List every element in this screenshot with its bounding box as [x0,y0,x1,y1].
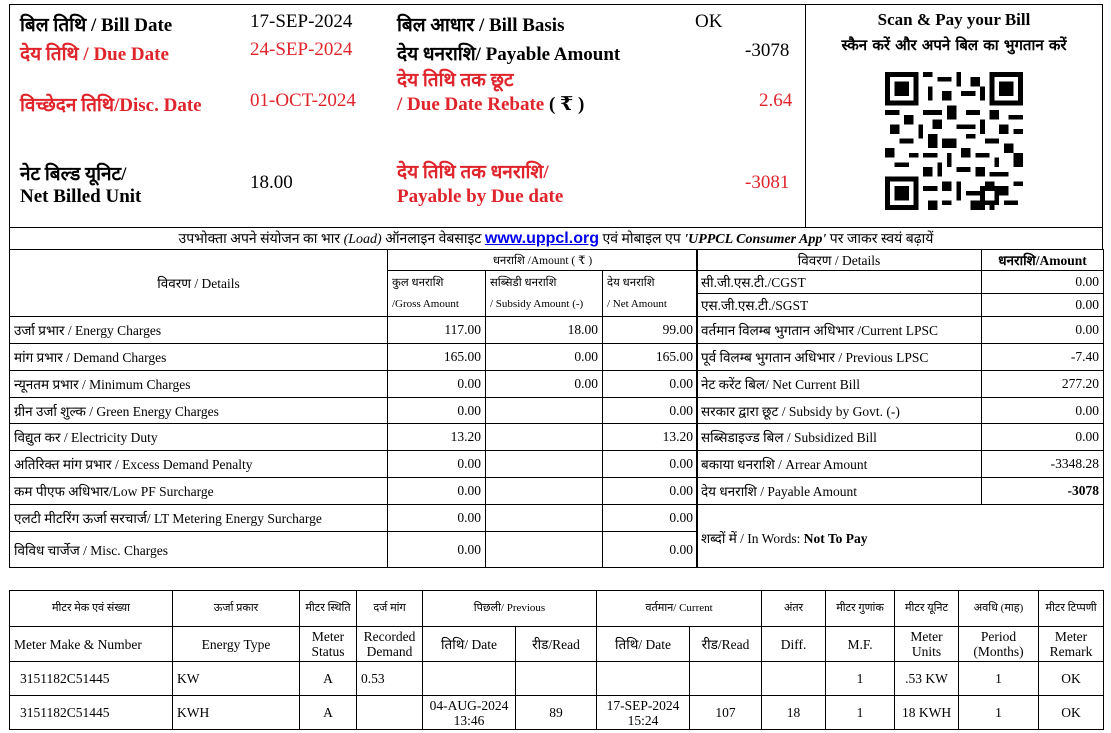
table-row [697,451,1104,478]
bill-date-value: 17-SEP-2024 [250,11,353,32]
payable-due-value: -3081 [745,172,790,193]
recorded-demand-header-hi: दर्ज मांग [357,591,423,627]
charge-subsidy: 18.00 [486,317,603,344]
summary-label: वर्तमान विलम्ब भुगतान अधिभार /Current LPSC [697,317,982,344]
charge-net: 13.20 [603,424,698,451]
prev-read [516,662,597,696]
meter-units-header-hi: मीटर यूनिट [895,591,959,627]
summary-details-header: विवरण / Details [697,250,982,271]
notice-part4: पर जाकर स्वयं बढ़ायें [829,232,934,247]
table-row [697,398,1104,424]
rebate-symbol: ( ₹ ) [548,94,585,115]
payable-due-label-hi: देय तिथि तक धनराशि/ [397,162,549,183]
meter-make-header: Meter Make & Number [10,627,173,662]
meter-status-header: Meter Status [300,627,357,662]
prev-read-header: रीड/Read [516,627,597,662]
charge-gross: 13.20 [388,424,486,451]
summary-value: -3078 [982,478,1104,505]
table-row [10,451,698,478]
summary-table [696,249,1104,568]
charge-gross: 165.00 [388,344,486,371]
charge-net: 0.00 [603,478,698,505]
meter-units-value: 18 KWH [895,696,959,730]
summary-amount-header: धनराशि/Amount [982,250,1104,271]
charge-gross: 0.00 [388,505,486,532]
charge-label: ग्रीन उर्जा शुल्क / Green Energy Charges [10,398,388,424]
payable-amount-label: देय धनराशि/ Payable Amount [397,44,621,65]
table-row [10,532,698,568]
disc-date-value: 01-OCT-2024 [250,90,356,111]
period-value: 1 [959,696,1039,730]
previous-header: पिछली/ Previous [423,591,597,627]
diff-value [762,662,826,696]
charges-amount-header: धनराशि /Amount ( ₹ ) [388,250,698,271]
subsidy-header-hi: सब्सिडी धनराशि [486,271,603,294]
notice-load: (Load) [343,232,382,247]
payment-qr-code[interactable] [885,72,1023,210]
charge-gross: 0.00 [388,371,486,398]
notice-part3: एवं मोबाइल एप [602,232,681,247]
energy-type-header-hi: ऊर्जा प्रकार [173,591,300,627]
meter-status-header-hi: मीटर स्थिति [300,591,357,627]
charge-gross: 0.00 [388,398,486,424]
meter-remark-value: OK [1039,662,1104,696]
energy-type: KW [173,662,300,696]
table-row [10,696,1104,730]
meter-number: 3151182C51445 [10,662,173,696]
charge-gross: 117.00 [388,317,486,344]
table-row [10,371,698,398]
charge-subsidy [486,478,603,505]
subsidy-header-en: / Subsidy Amount (-) [486,294,603,317]
diff-value: 18 [762,696,826,730]
mf-value: 1 [826,662,895,696]
charge-gross: 0.00 [388,451,486,478]
charge-subsidy: 0.00 [486,371,603,398]
mf-header-hi: मीटर गुणांक [826,591,895,627]
cur-date: 17-SEP-2024 15:24 [597,696,690,730]
charge-net: 0.00 [603,505,698,532]
cur-read [690,662,762,696]
prev-date: 04-AUG-2024 13:46 [423,696,516,730]
rebate-label-en: / Due Date Rebate [397,94,545,115]
summary-value: 0.00 [982,398,1104,424]
mf-value: 1 [826,696,895,730]
table-row [10,505,698,532]
net-header-en: / Net Amount [603,294,698,317]
recorded-demand: 0.53 [357,662,423,696]
charge-label: अतिरिक्त मांग प्रभार / Excess Demand Penalty [10,451,388,478]
meter-units-header: Meter Units [895,627,959,662]
meter-table [9,590,1104,730]
payable-amount-value: -3078 [745,40,790,61]
summary-label: सब्सिडाइज्ड बिल / Subsidized Bill [697,424,982,451]
charge-gross: 0.00 [388,532,486,568]
net-billed-unit-label-hi: नेट बिल्ड यूनिट/ [20,164,127,185]
meter-number: 3151182C51445 [10,696,173,730]
charge-net: 0.00 [603,451,698,478]
charges-table [9,249,698,568]
energy-type: KWH [173,696,300,730]
meter-make-header-hi: मीटर मेक एवं संख्या [10,591,173,627]
in-words-label: शब्दों में / In Words: [701,531,801,546]
summary-value: 0.00 [982,424,1104,451]
summary-label: बकाया धनराशि / Arrear Amount [697,451,982,478]
cur-read: 107 [690,696,762,730]
energy-type-header: Energy Type [173,627,300,662]
charge-net: 0.00 [603,371,698,398]
meter-units-value: .53 KW [895,662,959,696]
table-row [697,317,1104,344]
in-words-value: Not To Pay [803,531,868,546]
table-row [697,424,1104,451]
charge-net: 165.00 [603,344,698,371]
table-row [10,317,698,344]
net-header-hi: देय धनराशि [603,271,698,294]
table-row [10,478,698,505]
prev-date [423,662,516,696]
current-header: वर्तमान/ Current [597,591,762,627]
summary-value: 0.00 [982,317,1104,344]
prev-read: 89 [516,696,597,730]
summary-label: सरकार द्वारा छूट / Subsidy by Govt. (-) [697,398,982,424]
diff-header-hi: अंतर [762,591,826,627]
charge-label: उर्जा प्रभार / Energy Charges [10,317,388,344]
summary-value: 0.00 [982,271,1104,294]
summary-label: सी.जी.एस.टी./CGST [697,271,982,294]
charge-label: न्यूनतम प्रभार / Minimum Charges [10,371,388,398]
notice-part1: उपभोक्ता अपने संयोजन का भार [178,232,341,247]
table-row [697,371,1104,398]
meter-status: A [300,696,357,730]
table-row [697,344,1104,371]
charge-subsidy [486,532,603,568]
notice-app-name: 'UPPCL Consumer App' [684,232,827,247]
summary-label: एस.जी.एस.टी./SGST [697,294,982,317]
cur-date [597,662,690,696]
charge-net: 0.00 [603,398,698,424]
period-value: 1 [959,662,1039,696]
bill-date-label: बिल तिथि / Bill Date [20,15,173,36]
rebate-label-hi: देय तिथि तक छूट [397,70,514,91]
rebate-value: 2.64 [759,90,793,111]
table-row [697,271,1104,294]
charge-label: कम पीएफ अधिभार/Low PF Surcharge [10,478,388,505]
charge-label: एलटी मीटरिंग ऊर्जा सरचार्ज/ LT Metering Energy Surcharge [10,505,388,532]
period-header-hi: अवधि (माह) [959,591,1039,627]
cur-read-header: रीड/Read [690,627,762,662]
net-billed-unit-label-en: Net Billed Unit [20,186,142,207]
table-row [697,478,1104,505]
mf-header: M.F. [826,627,895,662]
period-header: Period (Months) [959,627,1039,662]
summary-label: देय धनराशि / Payable Amount [697,478,982,505]
charge-net: 0.00 [603,532,698,568]
due-date-value: 24-SEP-2024 [250,39,353,60]
charge-label: विद्युत कर / Electricity Duty [10,424,388,451]
table-row [10,662,1104,696]
summary-value: 277.20 [982,371,1104,398]
charge-subsidy: 0.00 [486,344,603,371]
net-billed-unit-value: 18.00 [250,172,293,193]
in-words-cell [697,505,1104,568]
table-row [10,344,698,371]
charges-details-header: विवरण / Details [10,250,388,317]
table-row [10,398,698,424]
gross-header-en: /Gross Amount [388,294,486,317]
charge-subsidy [486,451,603,478]
charge-gross: 0.00 [388,478,486,505]
meter-remark-value: OK [1039,696,1104,730]
summary-value: 0.00 [982,294,1104,317]
table-row [697,294,1104,317]
meter-remark-header-hi: मीटर टिप्पणी [1039,591,1104,627]
table-row [10,424,698,451]
charge-label: विविध चार्जेज / Misc. Charges [10,532,388,568]
charge-net: 99.00 [603,317,698,344]
diff-header: Diff. [762,627,826,662]
summary-label: नेट करेंट बिल/ Net Current Bill [697,371,982,398]
prev-date-header: तिथि/ Date [423,627,516,662]
cur-date-header: तिथि/ Date [597,627,690,662]
charge-subsidy [486,505,603,532]
summary-value: -3348.28 [982,451,1104,478]
due-date-label: देय तिथि / Due Date [20,44,169,65]
summary-value: -7.40 [982,344,1104,371]
disc-date-label: विच्छेदन तिथि/Disc. Date [20,95,202,116]
bill-basis-value: OK [695,11,723,32]
meter-remark-header: Meter Remark [1039,627,1104,662]
charge-subsidy [486,424,603,451]
uppcl-website-link[interactable]: www.uppcl.org [484,230,599,247]
summary-label: पूर्व विलम्ब भुगतान अधिभार / Previous LPSC [697,344,982,371]
scan-subtitle: स्कैन करें और अपने बिल का भुगतान करें [841,36,1067,54]
recorded-demand [357,696,423,730]
payable-due-label-en: Payable by Due date [397,186,564,207]
bill-basis-label: बिल आधार / Bill Basis [397,15,565,36]
charge-subsidy [486,398,603,424]
notice-line [9,229,1103,248]
charge-label: मांग प्रभार / Demand Charges [10,344,388,371]
scan-title: Scan & Pay your Bill [877,10,1031,29]
meter-status: A [300,662,357,696]
gross-header-hi: कुल धनराशि [388,271,486,294]
notice-part2: ऑनलाइन वेबसाइट [385,232,482,247]
recorded-demand-header: Recorded Demand [357,627,423,662]
